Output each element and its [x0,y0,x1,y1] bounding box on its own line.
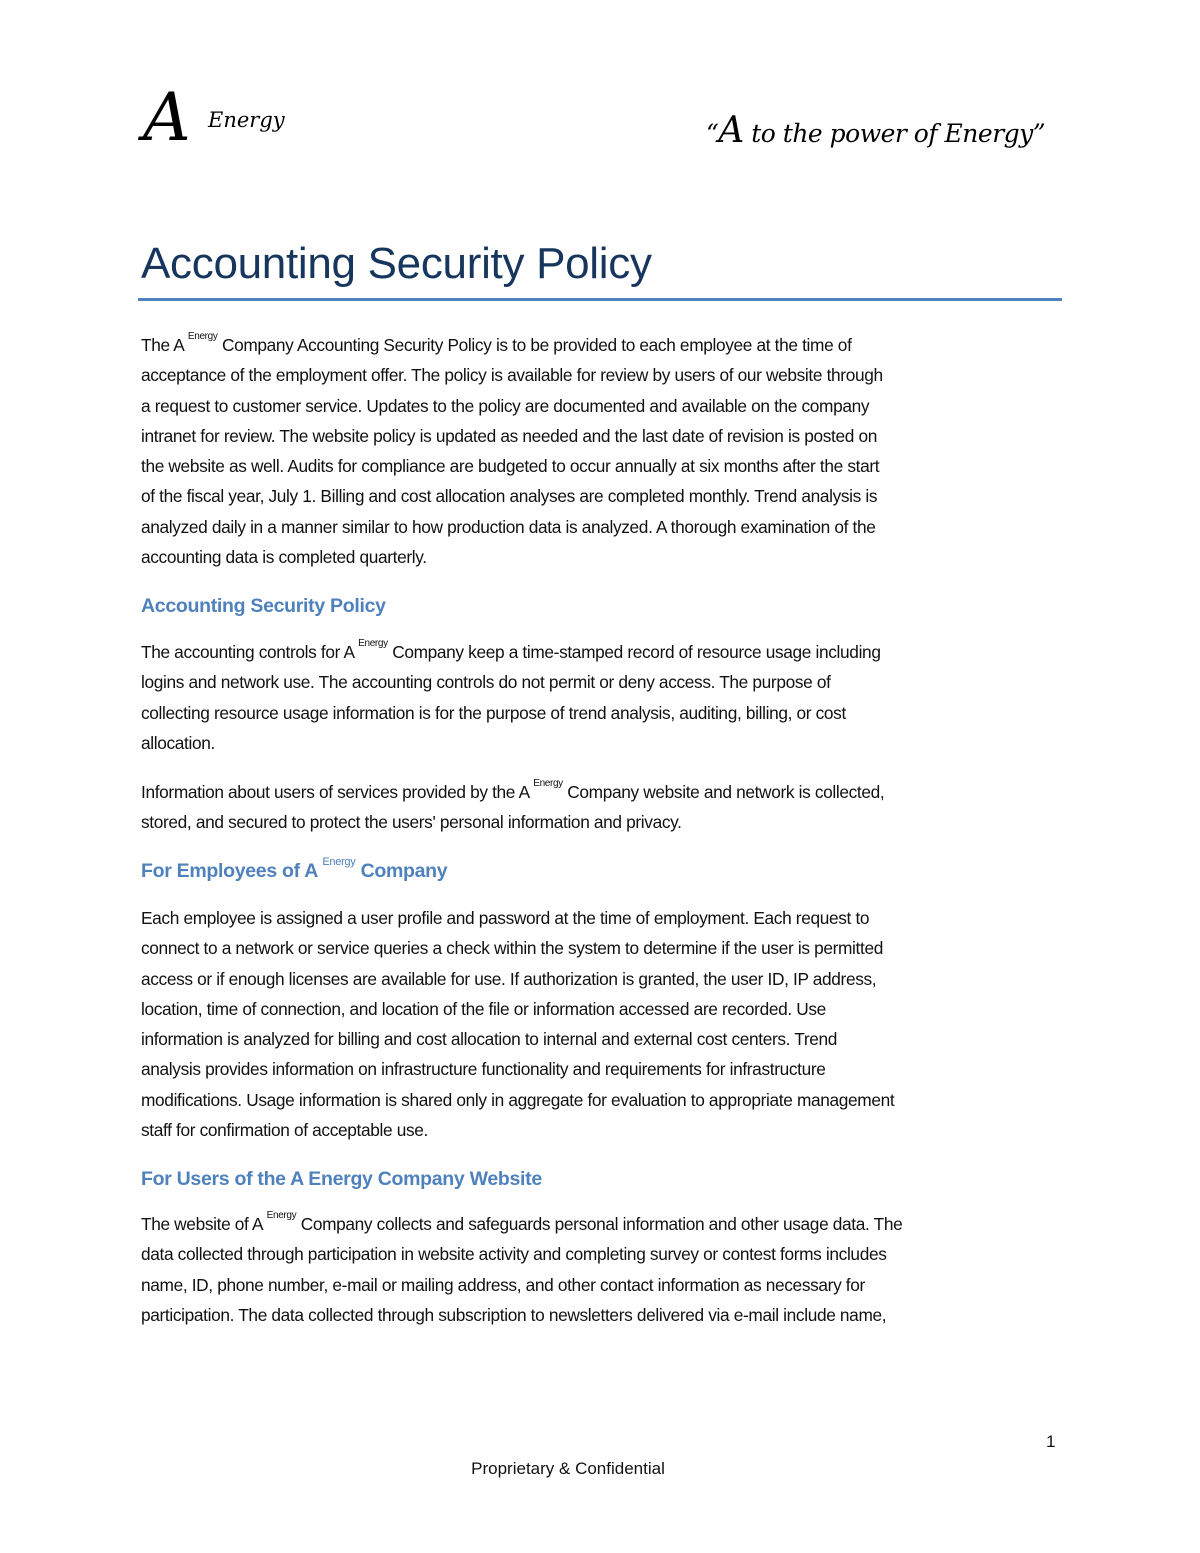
intro-paragraph [141,330,1071,572]
text-segment: intranet for review. The website policy is updated as needed and the last date of revision is posted on [141,425,878,446]
heading-text: Company [355,860,448,882]
text-segment: acceptance of the employment offer. The policy is available for review by users of our website through [141,365,883,386]
footer-text: Proprietary & Confidential [471,1459,665,1478]
superscript-energy: Energy [358,638,388,649]
text-line [141,1270,1071,1300]
text-line [141,933,1071,963]
heading-text: For Users of the A Energy Company Website [141,1168,542,1190]
text-line [141,903,1071,933]
accounting-controls-paragraph [141,637,1071,758]
text-segment: stored, and secured to protect the users' personal information and privacy. [141,812,682,833]
text-segment: the website as well. Audits for compliance are budgeted to occur annually at six months after the start [141,456,880,477]
heading-for-employees [141,856,448,883]
text-line [141,728,1071,758]
text-line [141,807,1071,837]
text-line [141,1115,1071,1145]
text-segment: data collected through participation in website activity and completing survey or contest forms includes [141,1244,887,1265]
heading-text: Accounting Security Policy [141,595,386,617]
text-line [141,451,1071,481]
text-segment: of the fiscal year, July 1. Billing and cost allocation analyses are completed monthly. Trend analysis is [141,486,878,507]
text-line [141,1239,1071,1269]
page-title: Accounting Security Policy [141,239,652,288]
text-segment: modifications. Usage information is shared only in aggregate for evaluation to appropriate management [141,1089,895,1110]
text-line [141,542,1071,572]
text-segment: Information about users of services provided by the A [141,782,534,802]
text-line [141,777,1071,807]
text-segment: Company collects and safeguards personal information and other usage data. The [296,1214,903,1234]
text-line [141,994,1071,1024]
text-segment: Each employee is assigned a user profile and password at the time of employment. Each request to [141,908,870,928]
text-segment: analysis provides information on infrastructure functionality and requirements for infrastructure [141,1059,826,1080]
heading-accounting-security-policy [141,595,386,618]
text-segment: collecting resource usage information is for the purpose of trend analysis, auditing, billing, or cost [141,702,846,723]
text-line [141,1085,1071,1115]
text-segment: staff for confirmation of acceptable use. [141,1120,428,1141]
user-information-paragraph [141,777,1071,838]
text-line [141,391,1071,421]
text-segment: Company website and network is collected, [562,782,885,802]
tagline-letter: A [718,110,744,151]
text-line [141,1300,1071,1330]
heading-for-website-users [141,1168,542,1191]
text-line [141,360,1071,390]
employees-paragraph [141,903,1071,1145]
text-segment: name, ID, phone number, e-mail or mailing address, and other contact information as necessary for [141,1274,865,1295]
superscript-energy: Energy [322,856,356,868]
logo-word: Energy [208,108,285,132]
superscript-energy: Energy [533,778,563,789]
text-line [141,330,1071,360]
text-line [141,667,1071,697]
text-line [141,637,1071,667]
website-users-paragraph [141,1209,1071,1330]
text-line [141,481,1071,511]
text-line [141,421,1071,451]
superscript-energy: Energy [187,331,218,342]
text-line [141,1209,1071,1239]
text-segment: location, time of connection, and location of the file or information accessed are recorded. Use [141,998,826,1019]
text-segment: The A [141,335,188,355]
superscript-energy: Energy [266,1210,297,1221]
heading-text: For Employees of A [141,860,323,882]
tagline-text: to the power of Energy” [743,119,1046,148]
text-segment: accounting data is completed quarterly. [141,547,427,568]
text-segment: participation. The data collected through subscription to newsletters delivered via e-mail include name, [141,1304,887,1325]
tagline-open-quote: “ [706,119,719,148]
page-number: 1 [1046,1432,1056,1451]
text-line [141,1054,1071,1084]
text-segment: The website of A [141,1214,267,1234]
text-line [141,1024,1071,1054]
logo-letter: A [143,79,191,156]
tagline [706,110,1045,151]
text-segment: The accounting controls for A [141,642,359,662]
text-line [141,698,1071,728]
text-line [141,512,1071,542]
text-line [141,964,1071,994]
text-segment: logins and network use. The accounting controls do not permit or deny access. The purpose of [141,672,831,693]
text-segment: connect to a network or service queries a check within the system to determine if the user is permitted [141,938,883,959]
text-segment: Company Accounting Security Policy is to be provided to each employee at the time of [217,335,852,355]
text-segment: allocation. [141,732,215,753]
text-segment: access or if enough licenses are available for use. If authorization is granted, the user ID, IP address, [141,968,877,989]
text-segment: a request to customer service. Updates to the policy are documented and available on the company [141,395,870,416]
text-segment: analyzed daily in a manner similar to how production data is analyzed. A thorough examination of the [141,516,876,537]
text-segment: information is analyzed for billing and cost allocation to internal and external cost centers. Trend [141,1029,838,1050]
text-segment: Company keep a time-stamped record of resource usage including [387,642,881,662]
title-underline [138,298,1062,301]
